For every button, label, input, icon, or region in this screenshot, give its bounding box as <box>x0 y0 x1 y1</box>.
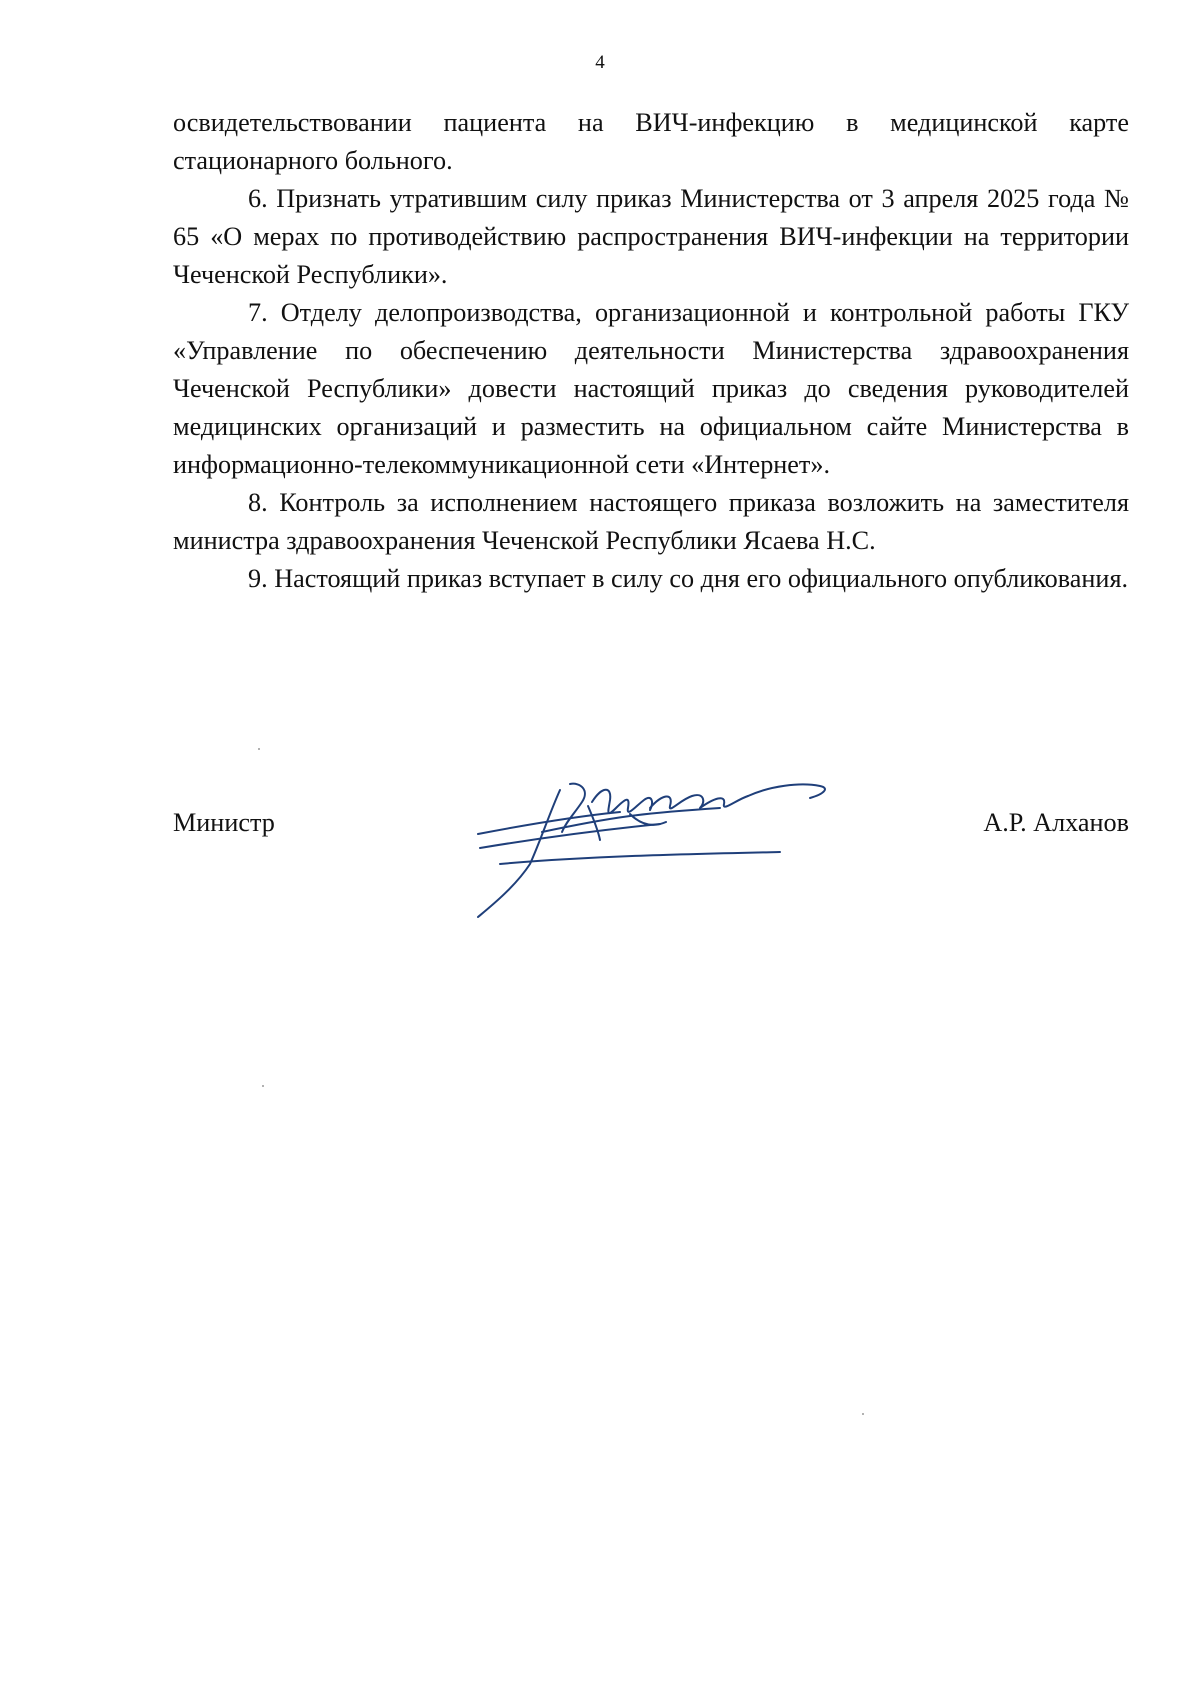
scan-speck <box>862 1413 864 1415</box>
signatory-name: А.Р. Алханов <box>983 808 1129 837</box>
paragraph-item-7: 7. Отделу делопроизводства, организационной и контрольной работы ГКУ «Управление по обеспечению деятельности Министерства здравоохранения Чеченской Республики» довести настоящий приказ до сведения руководителей медицинских организаций и разместить на официальном сайте Министерства в информационно-телекоммуникационной сети «Интернет». <box>173 298 1129 479</box>
paragraph-item-8: 8. Контроль за исполнением настоящего приказа возложить на заместителя министра здравоохранения Чеченской Республики Ясаева Н.С. <box>173 488 1129 555</box>
paragraph-item-6: 6. Признать утратившим силу приказ Министерства от 3 апреля 2025 года № 65 «О мерах по противодействию распространения ВИЧ-инфекции на территории Чеченской Республики». <box>173 184 1129 289</box>
page-number: 4 <box>595 52 605 73</box>
paragraph-continuation: освидетельствовании пациента на ВИЧ-инфекцию в медицинской карте стационарного больного. <box>173 108 1129 175</box>
signatory-role: Министр <box>173 808 275 837</box>
document-body <box>173 104 1129 598</box>
scan-speck <box>258 748 260 750</box>
handwritten-signature <box>470 772 890 922</box>
scan-speck <box>262 1085 264 1087</box>
paragraph-item-9: 9. Настоящий приказ вступает в силу со дня его официального опубликования. <box>248 564 1129 593</box>
